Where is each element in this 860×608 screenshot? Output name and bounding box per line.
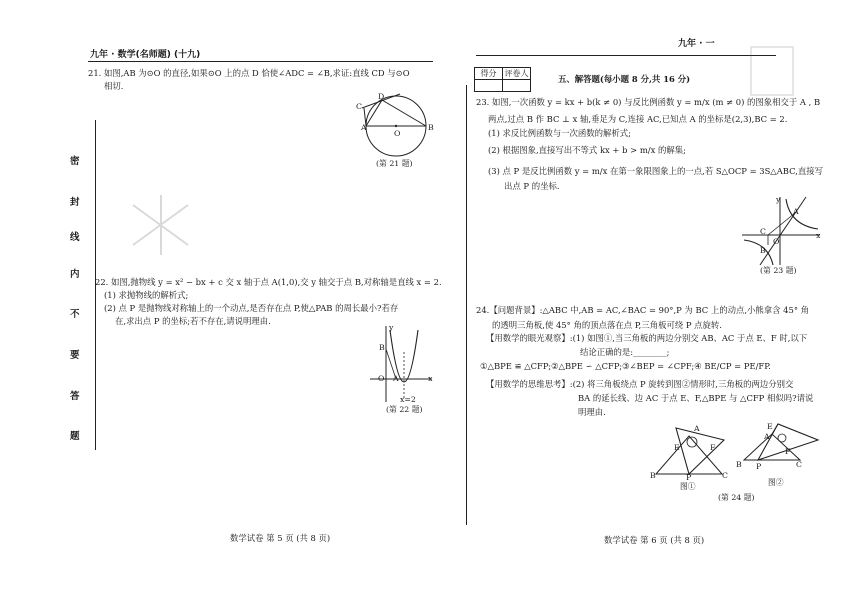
right-page-header: 九年 · 一 (678, 39, 715, 49)
q24-fig1-caption: 图① (680, 482, 696, 491)
q21-label-a: A (361, 123, 367, 132)
q21-caption: (第 21 题) (376, 159, 413, 168)
seal-char: 要 (70, 350, 80, 361)
q23-line-3: (1) 求反比例函数与一次函数的解析式; (488, 128, 631, 138)
q23-label-a: A (793, 207, 799, 216)
q22-label-b: B (379, 343, 385, 352)
left-page-header: 九年 · 数学(名师题) (十九) (90, 50, 201, 60)
score-input-cell[interactable] (475, 80, 503, 92)
seal-char: 密 (70, 156, 80, 167)
q21-center-dot (395, 125, 397, 127)
q24-line-7: BA 的延长线、边 AC 于点 E、F,△BPE 与 △CFP 相似吗?请说 (578, 393, 814, 403)
q22-line-2: (1) 求抛物线的解析式; (104, 290, 189, 300)
q21-label-d: D (378, 92, 385, 101)
q23-line-2: 两点,过点 B 作 BC ⊥ x 轴,垂足为 C,连接 AC,已知点 A 的坐标是(2,3),BC = 2. (488, 114, 788, 124)
q24-fig1-set-square (676, 428, 724, 474)
page-corner-stamp (750, 46, 794, 96)
seal-char: 题 (70, 431, 80, 442)
right-header-rule (476, 55, 776, 56)
q22-figure (370, 322, 440, 404)
q23-label-c: C (760, 227, 766, 236)
q21-line-2: 相切. (104, 81, 124, 91)
q21-line-1: 21. 如图,AB 为⊙O 的直径,如果⊙O 上的点 D 恰使∠ADC = ∠B,求证:直线 CD 与⊙O (88, 68, 410, 78)
q23-figure (740, 195, 825, 267)
q24-fig2-label-c: C (796, 460, 802, 469)
q24-line-5: ①△BPE ≌ △CFP;②△BPE ∽ △CFP;③∠BEP = ∠CPF;④ BE/CP = PE/FP. (480, 361, 771, 371)
q23-line-6: 出点 P 的坐标. (504, 181, 560, 191)
seal-char: 封 (70, 197, 80, 208)
q24-fig1-label-b: B (650, 471, 656, 480)
q21-figure (360, 88, 435, 158)
q24-fig2-caption: 图② (768, 478, 784, 487)
q22-label-x: x (428, 374, 433, 383)
q24-fig1-hole (687, 437, 697, 447)
q22-label-a: A (393, 374, 399, 383)
q24-fig1-label-e: E (674, 443, 680, 452)
q24-fig2-triangle-abc (744, 434, 800, 460)
q24-caption: (第 24 题) (718, 493, 755, 502)
q24-fig2-label-e: E (767, 422, 773, 431)
q24-fig1-label-a: A (694, 424, 700, 433)
q23-label-x: x (816, 231, 821, 240)
seal-char: 线 (70, 232, 80, 243)
q24-fig1-label-p: P (686, 473, 692, 482)
q24-line-1: 24.【问题背景】:△ABC 中,AB = AC,∠BAC = 90°,P 为 BC 上的动点,小熊拿含 45° 角 (476, 305, 810, 315)
show-through-figure (128, 195, 198, 255)
q24-fig2-label-p: P (756, 462, 762, 471)
q24-fig2-hole (778, 434, 786, 442)
q23-caption: (第 23 题) (760, 266, 797, 275)
page-divider (466, 85, 467, 525)
q24-fig2-label-b: B (736, 460, 742, 469)
q23-label-b: B (760, 246, 766, 255)
grader-input-cell[interactable] (503, 80, 531, 92)
seal-char: 不 (70, 309, 80, 320)
q21-label-o: O (394, 129, 401, 138)
q21-label-b: B (428, 123, 434, 132)
q24-fig1-label-c: C (722, 471, 728, 480)
q24-figure-2 (740, 420, 820, 470)
q23-label-y: y (776, 195, 781, 204)
q24-line-6: 【用数学的思维思考】:(2) 将三角板绕点 P 旋转到图②情形时,三角板的两边分别交 (486, 379, 794, 389)
q23-line-1: 23. 如图,一次函数 y = kx + b(k ≠ 0) 与反比例函数 y = m/x (m ≠ 0) 的图象相交于 A , B (476, 97, 821, 107)
q22-line-4: 在,求出点 P 的坐标;若不存在,请说明理由. (115, 316, 271, 326)
q22-label-y: y (389, 323, 394, 332)
score-table (474, 67, 531, 92)
right-footer: 数学试卷 第 6 页 (共 8 页) (604, 535, 705, 545)
q21-chord-db (382, 100, 426, 126)
q23-linear-line (760, 197, 806, 265)
q24-fig2-label-a: A (764, 432, 770, 441)
q23-line-5: (3) 点 P 是反比例函数 y = m/x 在第一象限图象上的一点,若 S△OCP = 3S△ABC,直接写 (488, 166, 824, 176)
score-cell: 得分 (475, 68, 503, 80)
q24-fig2-label-f: F (785, 447, 791, 456)
q23-line-4: (2) 根据图象,直接写出不等式 kx + b > m/x 的解集; (488, 145, 686, 155)
q21-label-c: C (356, 102, 362, 111)
section-title: 五、解答题(每小题 8 分,共 16 分) (558, 74, 691, 84)
q22-caption: (第 22 题) (386, 405, 423, 414)
q22-line-1: 22. 如图,抛物线 y = x² − bx + c 交 x 轴于点 A(1,0),交 y 轴交于点 B,对称轴是直线 x = 2. (95, 277, 442, 287)
q24-line-3: 【用数学的眼光观察】:(1) 如图①,当三角板的两边分别交 AB、AC 于点 E、F 时,以下 (486, 333, 808, 343)
q23-label-o: O (773, 237, 780, 246)
left-header-rule (88, 61, 433, 62)
left-footer: 数学试卷 第 5 页 (共 8 页) (230, 533, 331, 543)
q24-line-8: 明理由. (578, 407, 606, 417)
q23-segment-ac (768, 213, 795, 235)
q22-label-axis: x=2 (400, 395, 416, 404)
q22-label-o: O (378, 374, 385, 383)
q24-fig1-label-f: F (710, 443, 716, 452)
q24-line-2: 的透明三角板,使 45° 角的顶点落在点 P,三角板可绕 P 点旋转. (492, 320, 722, 330)
grader-cell: 评卷人 (504, 69, 529, 78)
seal-char: 答 (70, 391, 80, 402)
q24-line-4: 结论正确的是:________; (580, 347, 670, 357)
seal-char: 内 (70, 269, 80, 280)
q22-line-3: (2) 点 P 是抛物线对称轴上的一个动点,是否存在点 P,使△PAB 的周长最小?若存 (104, 303, 399, 313)
